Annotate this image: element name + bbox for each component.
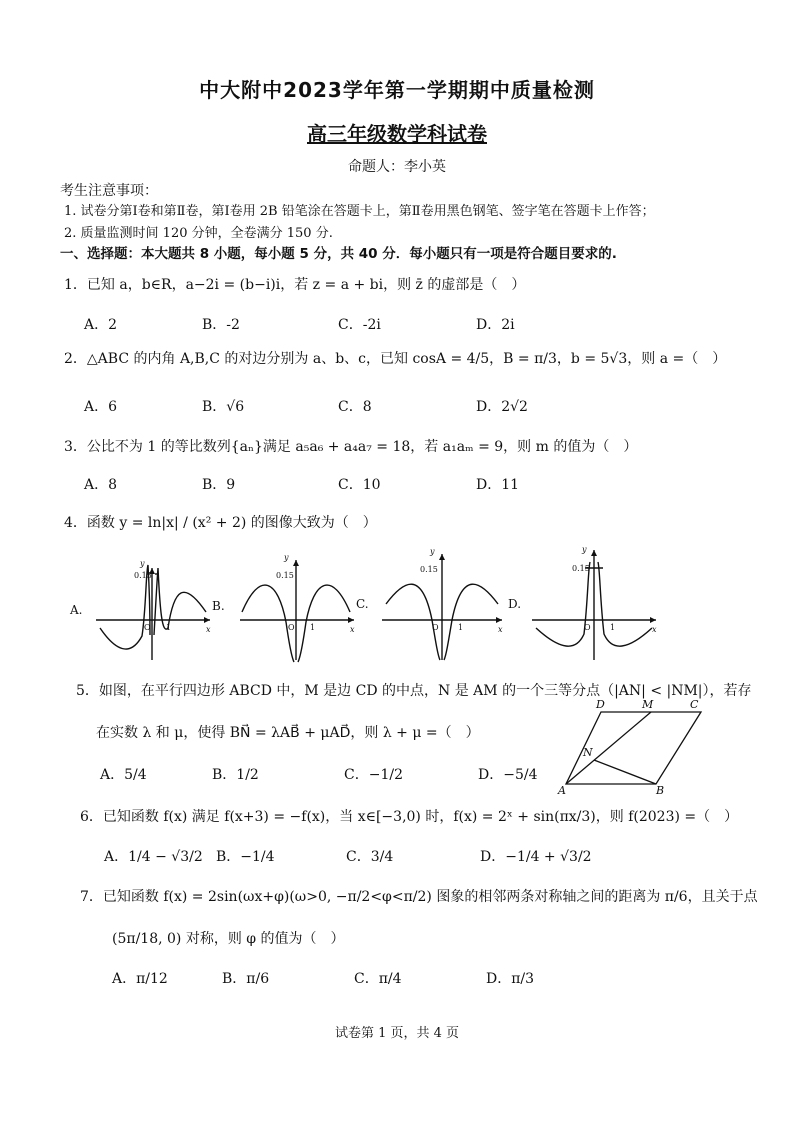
- q3-option-b: B．9: [202, 477, 236, 493]
- q4-d-axis-x: x: [652, 625, 657, 634]
- q6-option-a: A．1/4 − √3/2: [104, 849, 203, 865]
- q5-option-b: B．1/2: [212, 767, 259, 783]
- question-7-stem-line-1: 7．已知函数 f(x) = 2sin(ωx+φ)(ω>0, −π/2<φ<π/2) 图象的相邻两条对称轴之间的距离为 π/6，且关于点: [80, 889, 758, 905]
- q4-label-d: D.: [508, 597, 522, 611]
- q7-option-a: A．π/12: [112, 971, 168, 987]
- point-n-label: N: [583, 746, 593, 759]
- q4-d-origin: O: [584, 623, 591, 632]
- notice-heading: 考生注意事项：: [60, 183, 158, 199]
- question-2-stem: 2．△ABC 的内角 A,B,C 的对边分别为 a、b、c，已知 cosA = 4/5，B = π/3，b = 5√3，则 a =（ ）: [64, 351, 727, 367]
- question-5-stem-line-2: 在实数 λ 和 μ，使得 BN⃗ = λAB⃗ + μAD⃗，则 λ + μ =（ ）: [96, 725, 480, 741]
- exam-title: 中大附中2023学年第一学期期中质量检测: [199, 78, 595, 102]
- q4-graph-c: [382, 554, 502, 660]
- question-1-stem: 1．已知 a，b∈R，a−2i = (b−i)i，若 z = a + bi，则 z̄ 的虚部是（ ）: [64, 277, 526, 293]
- q1-option-b: B．-2: [202, 317, 240, 333]
- q4-d-tick-y: 0.15: [572, 564, 590, 573]
- q3-option-a: A．8: [84, 477, 118, 493]
- q7-option-c: C．π/4: [354, 971, 402, 987]
- q4-graph-d: [532, 550, 656, 660]
- q5-option-a: A．5/4: [100, 767, 147, 783]
- q4-c-axis-y: y: [430, 547, 435, 556]
- q4-c-axis-x: x: [498, 625, 503, 634]
- point-m-label: M: [642, 698, 654, 711]
- q4-b-origin: O: [288, 623, 295, 632]
- q4-d-tick-x: 1: [610, 623, 616, 632]
- question-7-stem-line-2: (5π/18, 0) 对称，则 φ 的值为（ ）: [112, 931, 345, 947]
- notice-item-2: 2. 质量监测时间 120 分钟，全卷满分 150 分.: [64, 226, 333, 241]
- q6-option-d: D．−1/4 + √3/2: [480, 849, 592, 865]
- segment-bn: [594, 760, 656, 784]
- question-4-stem: 4．函数 y = ln|x| / (x² + 2) 的图像大致为（ ）: [64, 515, 377, 531]
- exam-subtitle: 高三年级数学科试卷: [307, 122, 487, 146]
- q5-parallelogram-figure: [556, 696, 716, 796]
- q2-option-a: A．6: [84, 399, 118, 415]
- q4-graph-a: [96, 565, 210, 660]
- q4-graph-options: [60, 540, 670, 670]
- segment-am: [566, 712, 651, 784]
- q4-label-c: C.: [356, 597, 369, 611]
- q4-a-tick-x: 1: [166, 623, 172, 632]
- q1-option-c: C．-2i: [338, 317, 381, 333]
- q7-option-d: D．π/3: [486, 971, 535, 987]
- q3-option-c: C．10: [338, 477, 381, 493]
- q4-b-tick-y: 0.15: [276, 571, 294, 580]
- point-d-label: D: [596, 698, 605, 711]
- q7-option-b: B．π/6: [222, 971, 270, 987]
- q5-option-c: C．−1/2: [344, 767, 403, 783]
- q4-b-axis-y: y: [284, 553, 289, 562]
- question-6-stem: 6．已知函数 f(x) 满足 f(x+3) = −f(x)，当 x∈[−3,0) 时，f(x) = 2ˣ + sin(πx/3)，则 f(2023) =（ ）: [80, 809, 739, 825]
- q4-d-axis-y: y: [582, 545, 587, 554]
- q4-label-b: B.: [212, 599, 225, 613]
- q4-b-tick-x: 1: [310, 623, 316, 632]
- q4-c-origin: O: [432, 623, 439, 632]
- q2-option-d: D．2√2: [476, 399, 528, 415]
- q4-c-tick-y: 0.15: [420, 565, 438, 574]
- q3-option-d: D．11: [476, 477, 520, 493]
- q5-option-d: D．−5/4: [478, 767, 538, 783]
- q4-label-a: A.: [70, 603, 83, 617]
- q2-option-b: B．√6: [202, 399, 245, 415]
- q1-option-a: A．2: [84, 317, 118, 333]
- question-3-stem: 3．公比不为 1 的等比数列{aₙ}满足 a₅a₆ + a₄a₇ = 18，若 a₁aₘ = 9，则 m 的值为（ ）: [64, 439, 638, 455]
- point-b-label: B: [656, 784, 665, 796]
- section-heading: 一、选择题：本大题共 8 小题，每小题 5 分，共 40 分．每小题只有一项是符合题目要求的.: [60, 246, 617, 262]
- author-line: 命题人：李小英: [348, 159, 446, 175]
- point-c-label: C: [690, 698, 699, 711]
- page-footer: 试卷第 1 页，共 4 页: [334, 1026, 460, 1041]
- q4-a-tick-y: 0.15: [134, 571, 152, 580]
- q4-a-origin: O: [144, 623, 151, 632]
- q4-c-tick-x: 1: [458, 623, 464, 632]
- q4-b-axis-x: x: [350, 625, 355, 634]
- q4-a-axis-x: x: [206, 625, 211, 634]
- q6-option-c: C．3/4: [346, 849, 394, 865]
- point-a-label: A: [558, 784, 566, 796]
- notice-item-1: 1. 试卷分第Ⅰ卷和第Ⅱ卷，第Ⅰ卷用 2B 铅笔涂在答题卡上，第Ⅱ卷用黑色钢笔、签字笔在答题卡上作答；: [64, 204, 655, 219]
- q6-option-b: B．−1/4: [216, 849, 275, 865]
- q4-graph-b: [240, 560, 354, 662]
- q4-a-axis-y: y: [140, 559, 145, 568]
- q2-option-c: C．8: [338, 399, 372, 415]
- q1-option-d: D．2i: [476, 317, 515, 333]
- question-5-stem-line-1: 5．如图，在平行四边形 ABCD 中，M 是边 CD 的中点，N 是 AM 的一个三等分点（|AN| < |NM|），若存: [76, 683, 752, 699]
